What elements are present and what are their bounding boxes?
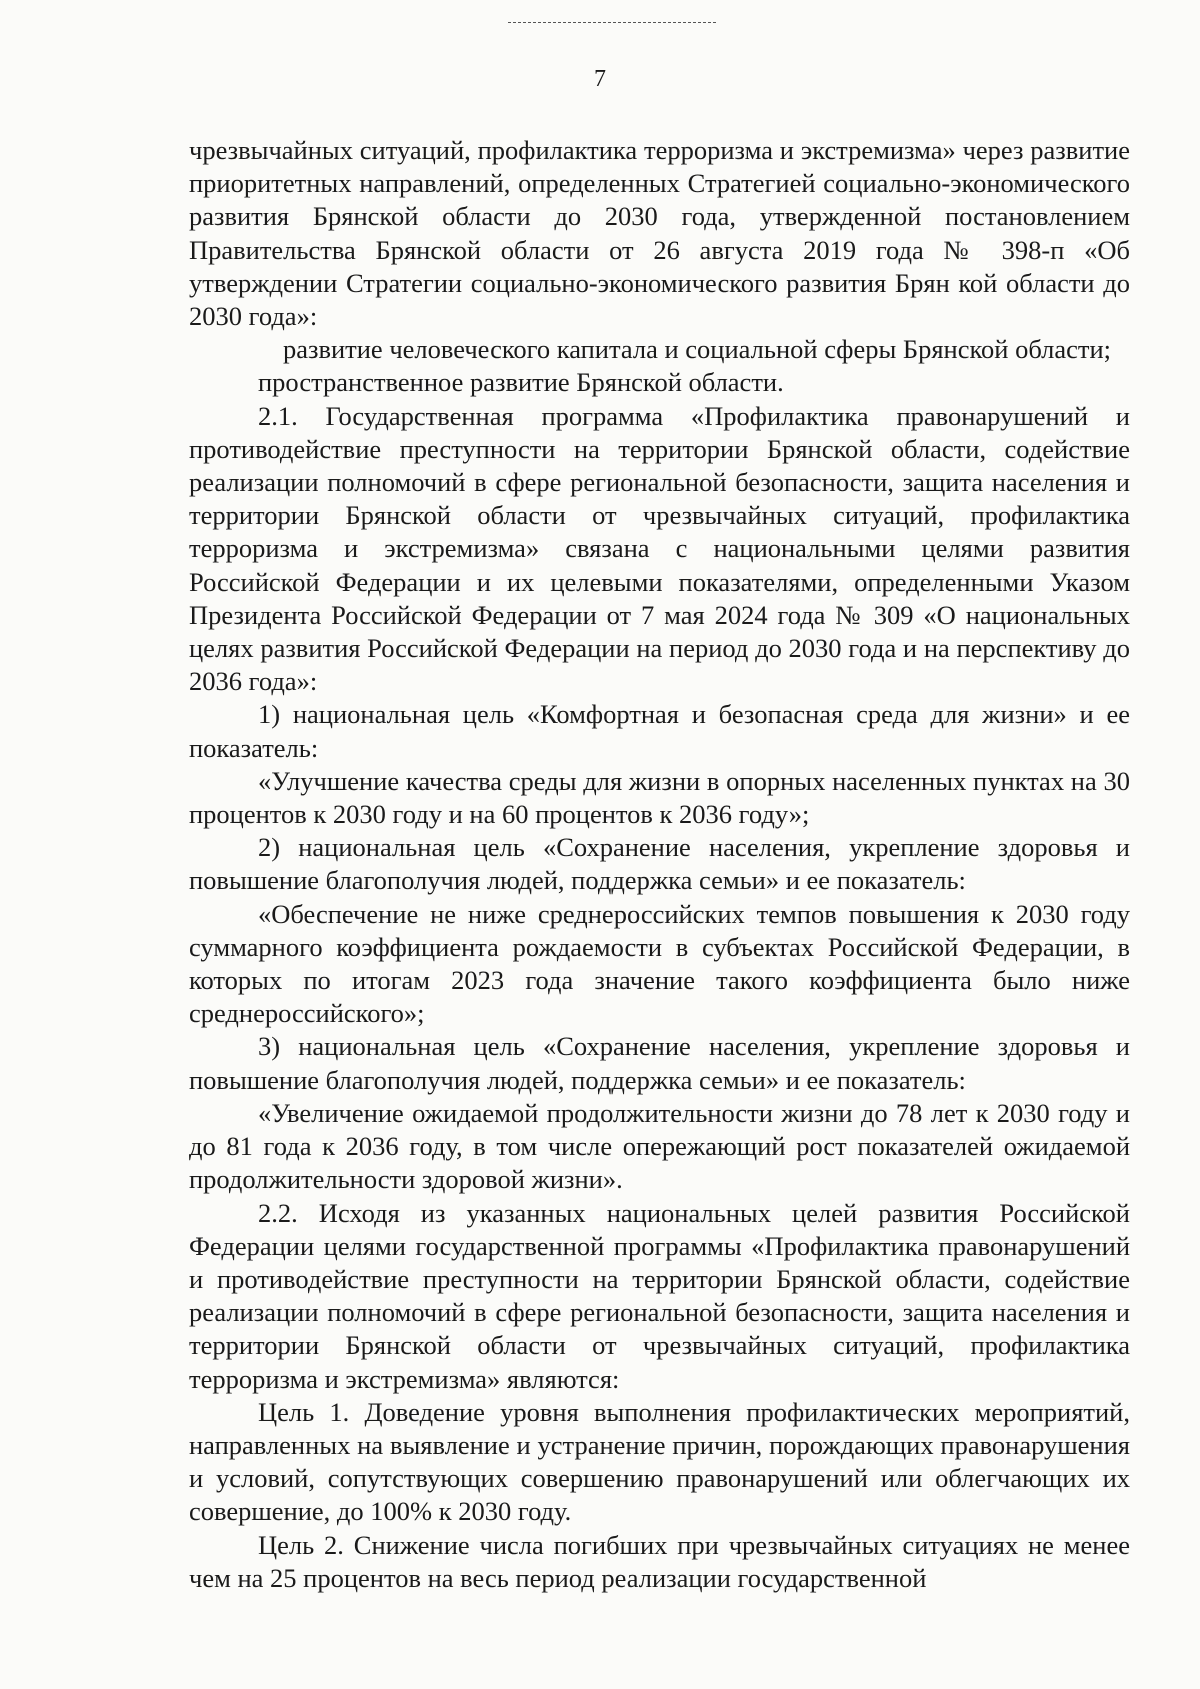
top-rule-divider: [508, 22, 716, 23]
paragraph-goal-2: 2) национальная цель «Сохранение населения, укрепление здоровья и повышение благополучия людей, поддержка семьи» и ее показатель:: [189, 832, 1130, 896]
paragraph-section-2-1: 2.1. Государственная программа «Профилактика правонарушений и противодействие преступности на территории Брянской области, содействие реализации полномочий в сфере региональной безопасности, защита населения и территории Брянской области от чрезвычайных ситуаций, профилактика терроризма и экстремизма» связана с национальными целями развития Российской Федерации и их целевыми показателями, определенными Указом Президента Российской Федерации от 7 мая 2024 года № 309 «О национальных целях развития Российской Федерации на период до 2030 года и на перспективу до 2036 года»:: [189, 400, 1130, 697]
paragraph-goal-3: 3) национальная цель «Сохранение населения, укрепление здоровья и повышение благополучия людей, поддержка семьи» и ее показатель:: [189, 1031, 1130, 1095]
paragraph-goal-1-indicator: «Улучшение качества среды для жизни в опорных населенных пунктах на 30 процентов к 2030 году и на 60 процентов к 2036 году»;: [189, 765, 1130, 830]
paragraph-spatial-development: пространственное развитие Брянской области.: [258, 367, 784, 398]
paragraph-target-1: Цель 1. Доведение уровня выполнения профилактических мероприятий, направленных на выявление и устранение причин, порождающих правонарушения и условий, сопутствующих совершению правонарушений или облегчающих их совершение, до 100% к 2030 году.: [189, 1396, 1130, 1527]
paragraph-goal-2-indicator: «Обеспечение не ниже среднероссийских темпов повышения к 2030 году суммарного коэффициента рождаемости в субъектах Российской Федерации, в которых по итогам 2023 года значение такого коэффициента было ниже среднероссийского»;: [189, 898, 1130, 1029]
page-number: 7: [594, 66, 606, 92]
paragraph-strategy-intro: чрезвычайных ситуаций, профилактика терроризма и экстремизма» через развитие приоритетных направлений, определенных Стратегией социально-экономического развития Брянской области до 2030 года, утвержденной постановлением Правительства Брянской области от 26 августа 2019 года № 398-п «Об утверждении Стратегии социально-экономического развития Брян кой области до 2030 года»:: [189, 135, 1130, 332]
paragraph-target-2: Цель 2. Снижение числа погибших при чрезвычайных ситуациях не менее чем на 25 процентов на весь период реализации государственной: [189, 1529, 1130, 1593]
paragraph-goal-1: 1) национальная цель «Комфортная и безопасная среда для жизни» и ее показатель:: [189, 699, 1130, 763]
paragraph-goal-3-indicator: «Увеличение ожидаемой продолжительности жизни до 78 лет к 2030 году и до 81 года к 2036 году, в том числе опережающий рост показателей ожидаемой продолжительности здоровой жизни».: [189, 1097, 1130, 1195]
paragraph-section-2-2: 2.2. Исходя из указанных национальных целей развития Российской Федерации целями государственной программы «Профилактика правонарушений и противодействие преступности на территории Брянской области, содействие реализации полномочий в сфере региональной безопасности, защита населения и территории Брянской области от чрезвычайных ситуаций, профилактика терроризма и экстремизма» являются:: [189, 1197, 1130, 1394]
document-body: [189, 134, 1130, 1595]
paragraph-human-capital: развитие человеческого капитала и социальной сферы Брянской области;: [283, 334, 1112, 365]
